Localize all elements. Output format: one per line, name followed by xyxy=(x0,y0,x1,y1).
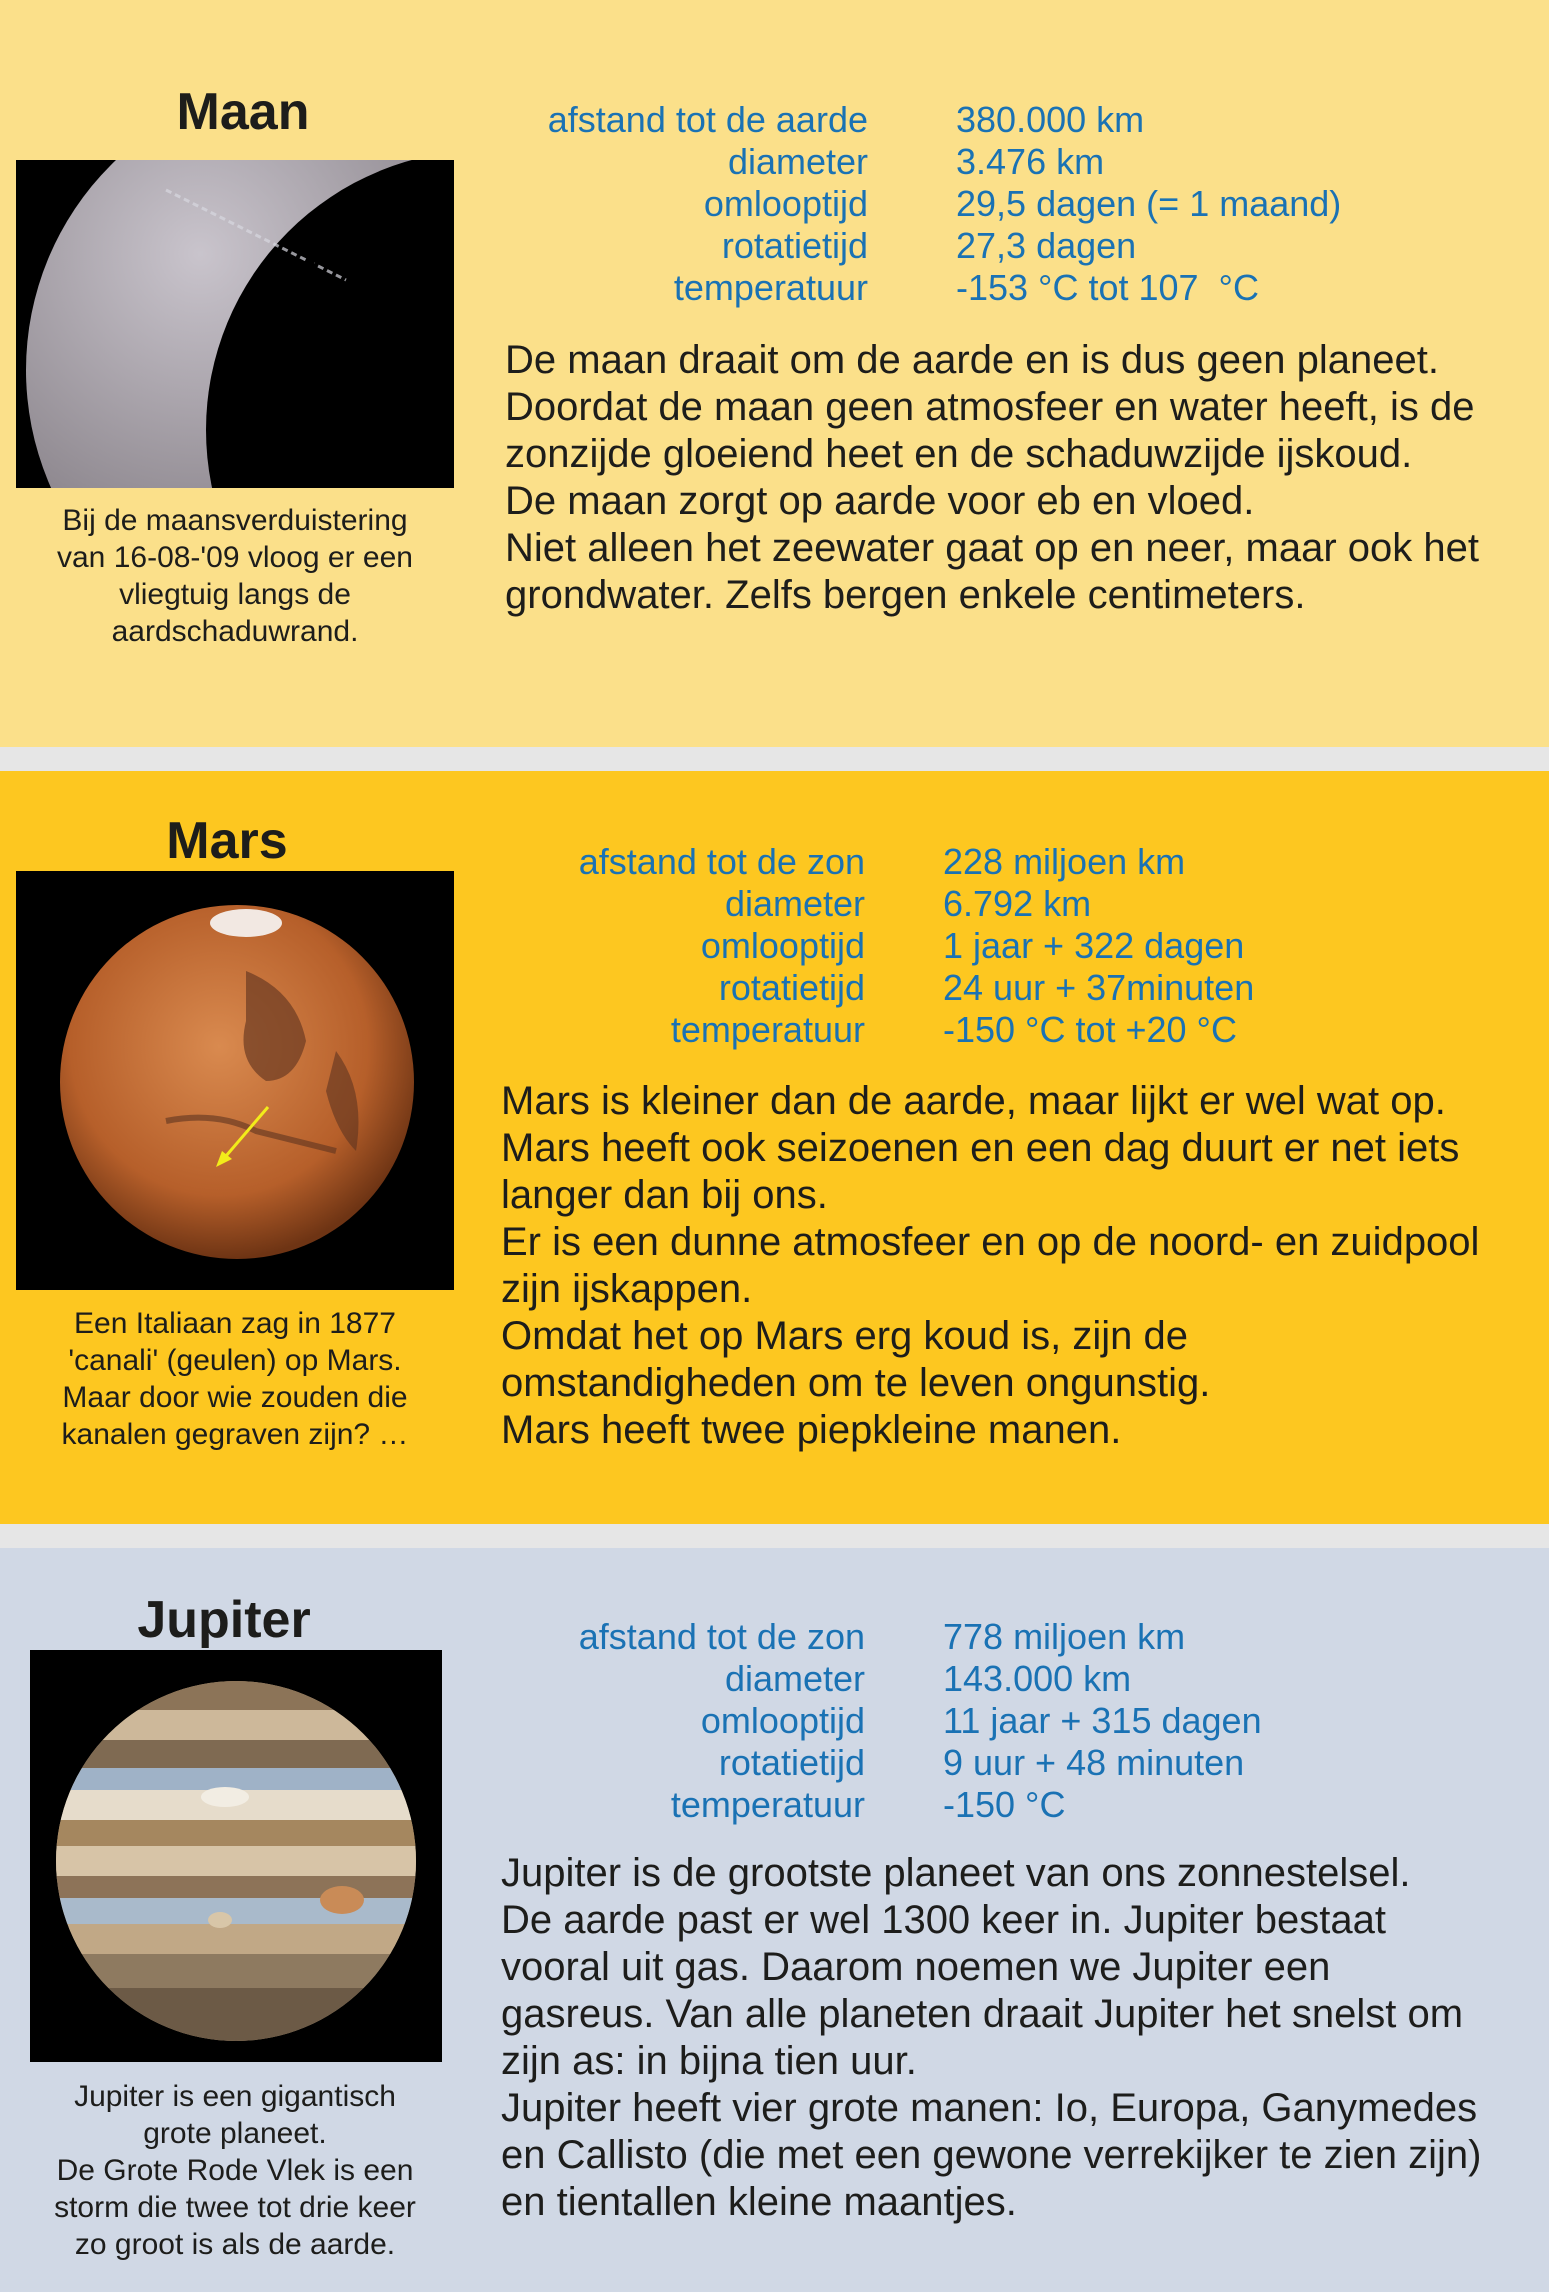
fact-row xyxy=(500,1009,1254,1051)
moon-title: Maan xyxy=(176,83,310,141)
body-line: Mars is kleiner dan de aarde, maar lijkt er wel wat op. xyxy=(501,1079,1446,1123)
body-line: De aarde past er wel 1300 keer in. Jupiter bestaat xyxy=(501,1898,1386,1942)
moon-facts-table xyxy=(500,99,1341,309)
moon-caption xyxy=(16,502,454,650)
fact-value: 29,5 dagen (= 1 maand) xyxy=(956,183,1342,224)
caption-line: Bij de maansverduistering xyxy=(62,504,408,537)
fact-row xyxy=(500,225,1341,267)
jupiter-facts-table xyxy=(500,1616,1262,1826)
body-line: vooral uit gas. Daarom noemen we Jupiter een xyxy=(501,1945,1331,1989)
caption-line: storm die twee tot drie keer xyxy=(54,2191,416,2224)
fact-row xyxy=(500,1616,1262,1658)
caption-line: Een Italiaan zag in 1877 xyxy=(74,1307,396,1340)
caption-line: grote planeet. xyxy=(143,2117,327,2150)
fact-row xyxy=(500,883,1254,925)
fact-label: rotatietijd xyxy=(718,1742,865,1783)
body-line: Omdat het op Mars erg koud is, zijn de xyxy=(501,1314,1188,1358)
body-line: langer dan bij ons. xyxy=(501,1173,828,1217)
moon-eclipse-photo xyxy=(16,160,454,488)
body-line: Jupiter heeft vier grote manen: Io, Europa, Ganymedes xyxy=(501,2086,1478,2130)
body-line: gasreus. Van alle planeten draait Jupiter het snelst om xyxy=(501,1992,1464,2036)
fact-value: 1 jaar + 322 dagen xyxy=(943,925,1245,966)
body-line: Niet alleen het zeewater gaat op en neer, maar ook het xyxy=(505,526,1479,570)
body-line: en Callisto (die met een gewone verrekijker te zien zijn) xyxy=(501,2133,1482,2177)
mars-description xyxy=(501,1078,1479,1454)
moon-section xyxy=(0,0,1549,747)
fact-value: 24 uur + 37minuten xyxy=(943,967,1255,1008)
caption-line: zo groot is als de aarde. xyxy=(74,2228,396,2261)
fact-value: 11 jaar + 315 dagen xyxy=(943,1700,1262,1741)
fact-row xyxy=(500,1658,1262,1700)
fact-label: omlooptijd xyxy=(700,925,865,966)
body-line: Mars heeft twee piepkleine manen. xyxy=(501,1408,1122,1452)
body-line: zonzijde gloeiend heet en de schaduwzijde ijskoud. xyxy=(505,432,1413,476)
body-line: De maan draait om de aarde en is dus geen planeet. xyxy=(505,338,1439,382)
fact-value: 6.792 km xyxy=(943,883,1092,924)
body-line: zijn ijskappen. xyxy=(501,1267,753,1311)
caption-line: vliegtuig langs de xyxy=(119,578,351,611)
caption-line: Maar door wie zouden die xyxy=(62,1381,408,1414)
body-line: omstandigheden om te leven ongunstig. xyxy=(501,1361,1211,1405)
moon-description xyxy=(505,337,1479,619)
caption-line: van 16-08-'09 vloog er een xyxy=(57,541,413,574)
mars-caption xyxy=(16,1305,454,1453)
fact-label: diameter xyxy=(727,141,868,182)
body-line: en tientallen kleine maantjes. xyxy=(501,2180,1017,2224)
fact-value: -150 °C tot +20 °C xyxy=(943,1009,1237,1050)
fact-label: temperatuur xyxy=(673,267,868,308)
fact-label: temperatuur xyxy=(670,1009,865,1050)
body-line: Er is een dunne atmosfeer en op de noord- en zuidpool xyxy=(501,1220,1480,1264)
fact-row xyxy=(500,183,1341,225)
caption-line: De Grote Rode Vlek is een xyxy=(56,2154,414,2187)
fact-row xyxy=(500,99,1341,141)
fact-label: rotatietijd xyxy=(721,225,868,266)
caption-line: 'canali' (geulen) op Mars. xyxy=(68,1344,402,1377)
fact-label: diameter xyxy=(724,1658,865,1699)
body-line: zijn as: in bijna tien uur. xyxy=(501,2039,917,2083)
fact-value: -153 °C tot 107 °C xyxy=(956,267,1259,308)
fact-label: omlooptijd xyxy=(703,183,868,224)
mars-section xyxy=(0,771,1549,1524)
fact-row xyxy=(500,1700,1262,1742)
jupiter-photo xyxy=(30,1650,442,2062)
fact-row xyxy=(500,925,1254,967)
body-line: Jupiter is de grootste planeet van ons zonnestelsel. xyxy=(501,1851,1411,1895)
fact-label: diameter xyxy=(724,883,865,924)
caption-line: Jupiter is een gigantisch xyxy=(74,2080,396,2113)
fact-value: 228 miljoen km xyxy=(943,841,1186,882)
fact-value: -150 °C xyxy=(943,1784,1066,1825)
fact-value: 27,3 dagen xyxy=(956,225,1137,266)
fact-value: 143.000 km xyxy=(943,1658,1132,1699)
caption-line: aardschaduwrand. xyxy=(111,615,359,648)
fact-row xyxy=(500,141,1341,183)
fact-label: temperatuur xyxy=(670,1784,865,1825)
fact-row xyxy=(500,267,1341,309)
fact-label: afstand tot de zon xyxy=(578,841,865,882)
fact-value: 9 uur + 48 minuten xyxy=(943,1742,1245,1783)
body-line: grondwater. Zelfs bergen enkele centimeters. xyxy=(505,573,1306,617)
fact-row xyxy=(500,841,1254,883)
fact-row xyxy=(500,967,1254,1009)
mars-facts-table xyxy=(500,841,1254,1051)
jupiter-title: Jupiter xyxy=(137,1591,311,1649)
jupiter-description xyxy=(501,1850,1481,2226)
mars-photo xyxy=(16,871,454,1290)
caption-line: kanalen gegraven zijn? … xyxy=(61,1418,409,1451)
body-line: De maan zorgt op aarde voor eb en vloed. xyxy=(505,479,1255,523)
fact-label: omlooptijd xyxy=(700,1700,865,1741)
fact-label: rotatietijd xyxy=(718,967,865,1008)
mars-title: Mars xyxy=(166,812,288,870)
fact-label: afstand tot de aarde xyxy=(547,99,868,140)
body-line: Mars heeft ook seizoenen en een dag duurt er net iets xyxy=(501,1126,1460,1170)
fact-row xyxy=(500,1784,1262,1826)
body-line: Doordat de maan geen atmosfeer en water heeft, is de xyxy=(505,385,1475,429)
fact-row xyxy=(500,1742,1262,1784)
jupiter-caption xyxy=(16,2078,454,2263)
fact-label: afstand tot de zon xyxy=(578,1616,865,1657)
fact-value: 778 miljoen km xyxy=(943,1616,1186,1657)
fact-value: 380.000 km xyxy=(956,99,1145,140)
jupiter-section xyxy=(0,1548,1549,2292)
fact-value: 3.476 km xyxy=(956,141,1105,182)
